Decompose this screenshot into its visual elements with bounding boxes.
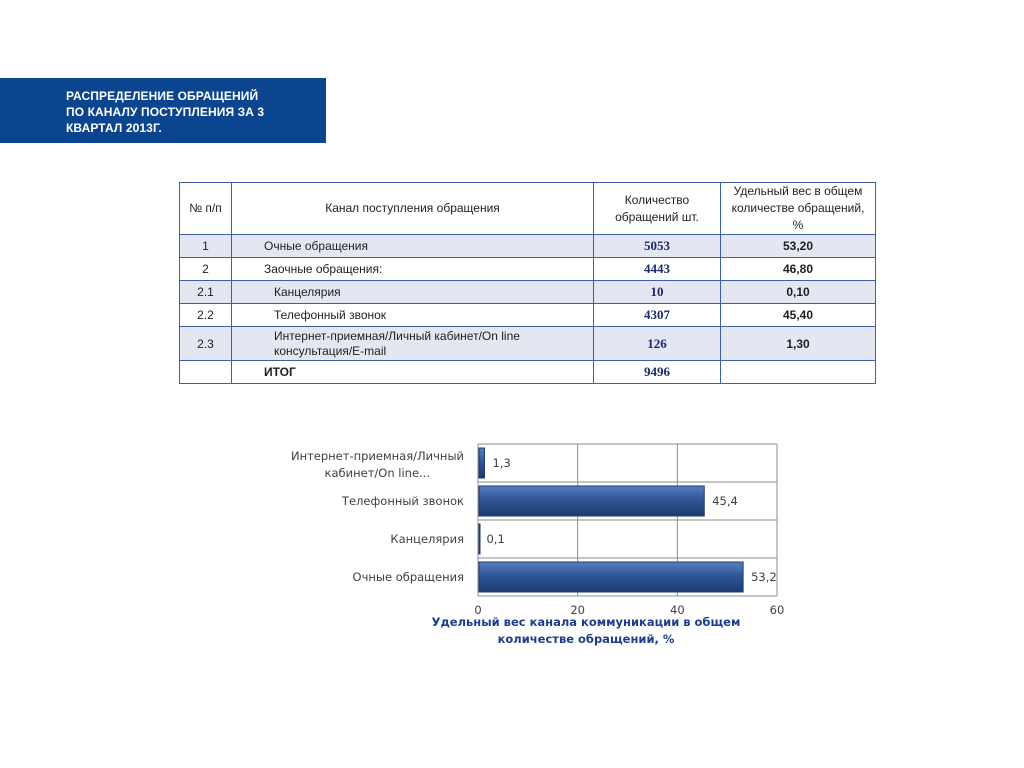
- cell-count: 5053: [594, 235, 721, 258]
- table-header-row: [180, 183, 876, 235]
- header-num: № п/п: [180, 183, 232, 235]
- x-axis-title-line-1: Удельный вес канала коммуникации в общем: [431, 615, 741, 629]
- cell-num: 1: [180, 235, 232, 258]
- cell-channel: Канцелярия: [232, 281, 594, 304]
- title-line-2: ПО КАНАЛУ ПОСТУПЛЕНИЯ ЗА 3: [66, 105, 265, 119]
- x-tick-label: 0: [474, 603, 482, 617]
- total-count: 9496: [594, 361, 721, 384]
- cell-share: 45,40: [721, 304, 876, 327]
- bar-value-label: 53,2: [751, 570, 777, 584]
- bar: [479, 562, 743, 592]
- bar-value-label: 1,3: [492, 456, 511, 470]
- cell-count: 10: [594, 281, 721, 304]
- cell-num: 2: [180, 258, 232, 281]
- bar: [479, 448, 484, 478]
- cell-share: 0,10: [721, 281, 876, 304]
- appeals-table: [179, 182, 876, 384]
- table-row: [180, 304, 876, 327]
- x-tick-label: 20: [570, 603, 585, 617]
- cell-share: 1,30: [721, 327, 876, 361]
- bar-value-label: 45,4: [712, 494, 738, 508]
- cell-channel: Телефонный звонок: [232, 304, 594, 327]
- cell-share: 46,80: [721, 258, 876, 281]
- y-category-label: Канцелярия: [390, 532, 464, 546]
- table-row: [180, 327, 876, 361]
- y-category-label: Телефонный звонок: [341, 494, 464, 508]
- table-row: [180, 258, 876, 281]
- total-share-empty: [721, 361, 876, 384]
- header-channel: Канал поступления обращения: [232, 183, 594, 235]
- x-axis-title-line-2: количестве обращений, %: [497, 632, 675, 646]
- table-row: [180, 281, 876, 304]
- cell-count: 4307: [594, 304, 721, 327]
- cell-share: 53,20: [721, 235, 876, 258]
- bar: [479, 524, 480, 554]
- y-category-label: кабинет/On line...: [324, 466, 430, 480]
- x-tick-label: 60: [769, 603, 785, 617]
- total-label: ИТОГ: [232, 361, 594, 384]
- header-share: Удельный вес в общем количестве обращений, %: [721, 183, 876, 235]
- cell-count: 4443: [594, 258, 721, 281]
- y-category-label: Интернет-приемная/Личный: [290, 449, 464, 463]
- cell-channel: Интернет-приемная/Личный кабинет/On line консультация/E-mail: [232, 327, 594, 361]
- cell-count: 126: [594, 327, 721, 361]
- x-tick-label: 40: [670, 603, 685, 617]
- table-row: [180, 235, 876, 258]
- cell-num: 2.1: [180, 281, 232, 304]
- cell-num-empty: [180, 361, 232, 384]
- bar-value-label: 0,1: [486, 532, 505, 546]
- table-total-row: [180, 361, 876, 384]
- y-category-label: Очные обращения: [352, 570, 464, 584]
- title-banner: [0, 78, 326, 143]
- cell-channel: Очные обращения: [232, 235, 594, 258]
- cell-num: 2.3: [180, 327, 232, 361]
- cell-num: 2.2: [180, 304, 232, 327]
- title-line-3: КВАРТАЛ 2013Г.: [66, 121, 162, 135]
- title-line-1: РАСПРЕДЕЛЕНИЕ ОБРАЩЕНИЙ: [66, 89, 259, 103]
- cell-channel: Заочные обращения:: [232, 258, 594, 281]
- bar: [479, 486, 704, 516]
- header-count: Количество обращений шт.: [594, 183, 721, 235]
